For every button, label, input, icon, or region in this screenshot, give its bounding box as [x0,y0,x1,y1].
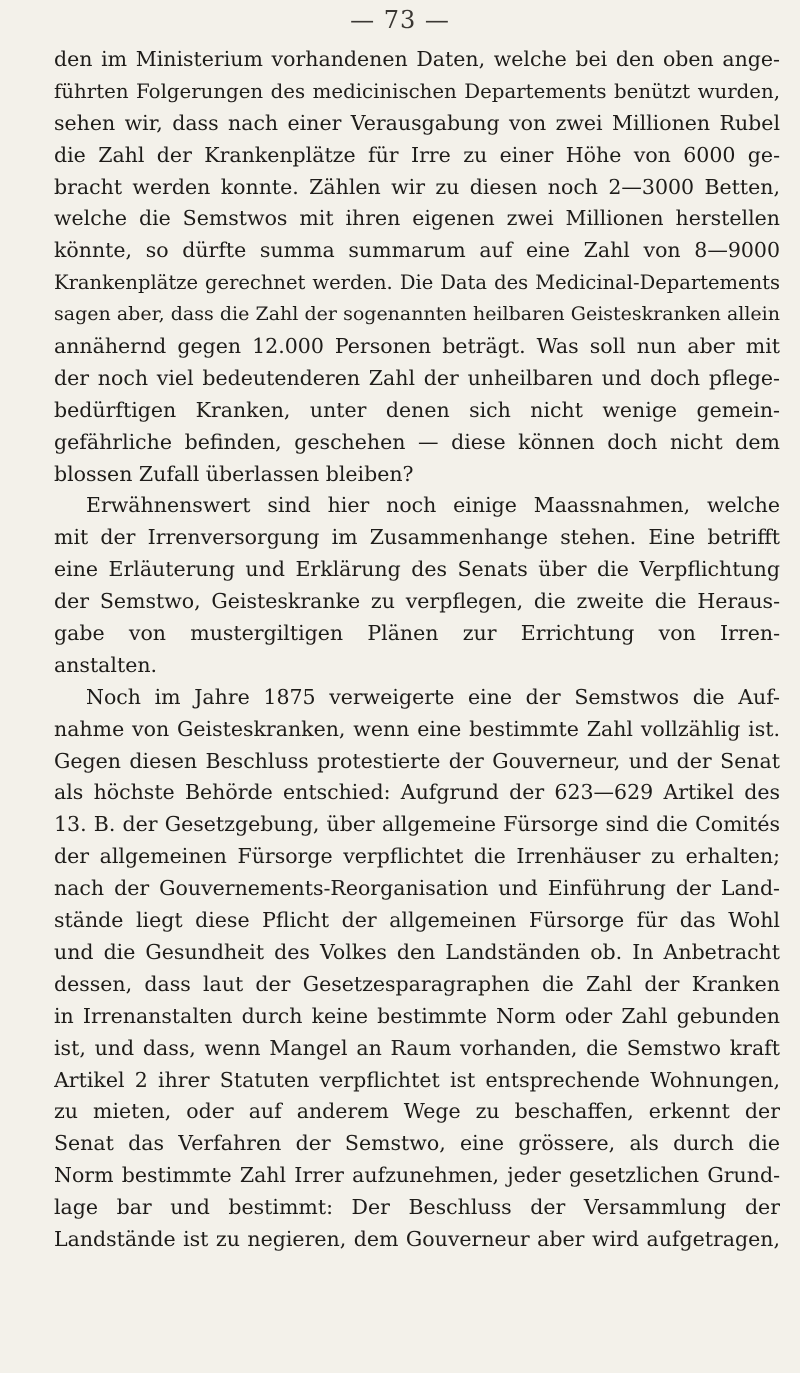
text-line: gabe von mustergiltigen Plänen zur Errichtung von Irren- [54,621,780,646]
text-line: den im Ministerium vorhandenen Daten, welche bei den oben ange- [54,47,780,71]
text-line: sehen wir, dass nach einer Verausgabung von zwei Millionen Rubel [54,110,780,135]
body-text [54,44,780,1256]
text-line: Gegen diesen Beschluss protestierte der Gouverneur, und der Senat [54,748,780,773]
paragraph-2 [54,490,780,681]
text-line: eine Erläuterung und Erklärung des Senats über die Verpflichtung [54,557,780,582]
text-line: Erwähnenswert sind hier noch einige Maassnahmen, welche [86,493,780,518]
text-line: der allgemeinen Fürsorge verpflichtet die Irrenhäuser zu erhalten; [54,844,780,869]
text-line: bedürftigen Kranken, unter denen sich nicht wenige gemein- [54,397,780,422]
text-line: Noch im Jahre 1875 verweigerte eine der Semstwos die Auf- [86,684,780,709]
text-line: in Irrenanstalten durch keine bestimmte Norm oder Zahl gebunden [54,1003,780,1028]
text-line: anstalten. [54,652,158,677]
text-line: Artikel 2 ihrer Statuten verpflichtet ist entsprechende Wohnungen, [54,1067,780,1092]
page-number: — 73 — [350,6,450,34]
text-line: lage bar und bestimmt: Der Beschluss der Versammlung der [54,1195,780,1220]
text-line: bracht werden konnte. Zählen wir zu diesen noch 2—3000 Betten, [54,174,780,199]
text-line: Norm bestimmte Zahl Irrer aufzunehmen, jeder gesetzlichen Grund- [54,1163,780,1188]
text-line: mit der Irrenversorgung im Zusammenhange stehen. Eine betrifft [54,525,780,550]
text-line: sagen aber, dass die Zahl der sogenannten heilbaren Geisteskranken allein [54,303,780,326]
text-line: führten Folgerungen des medicinischen Departements benützt wurden, [54,79,780,103]
text-line: Senat das Verfahren der Semstwo, eine grössere, als durch die [54,1131,780,1156]
text-line: zu mieten, oder auf anderem Wege zu beschaffen, erkennt der [54,1099,780,1124]
text-line: der noch viel bedeutenderen Zahl der unheilbaren und doch pflege- [54,365,780,390]
text-line: nahme von Geisteskranken, wenn eine bestimmte Zahl vollzählig ist. [54,716,780,741]
text-line: und die Gesundheit des Volkes den Landständen ob. In Anbetracht [54,939,780,964]
text-line: könnte, so dürfte summa summarum auf eine Zahl von 8—9000 [54,238,780,263]
text-line: dessen, dass laut der Gesetzesparagraphen die Zahl der Kranken [54,971,780,996]
text-line: gefährliche befinden, geschehen — diese können doch nicht dem [54,429,780,454]
text-line: der Semstwo, Geisteskranke zu verpflegen, die zweite die Heraus- [54,589,780,614]
text-line: die Zahl der Krankenplätze für Irre zu einer Höhe von 6000 ge- [54,142,780,167]
text-line: welche die Semstwos mit ihren eigenen zwei Millionen herstellen [54,206,780,231]
text-line: stände liegt diese Pflicht der allgemeinen Fürsorge für das Wohl [54,908,780,933]
paragraph-3 [54,682,780,1256]
text-line: als höchste Behörde entschied: Aufgrund der 623—629 Artikel des [54,780,780,805]
text-line: annähernd gegen 12.000 Personen beträgt. Was soll nun aber mit [54,334,780,359]
text-line: blossen Zufall überlassen bleiben? [54,461,414,486]
text-line: Krankenplätze gerechnet werden. Die Data des Medicinal-Departements [54,271,780,295]
paragraph-1 [54,44,780,490]
text-line: nach der Gouvernements-Reorganisation und Einführung der Land- [54,876,780,901]
text-line: 13. B. der Gesetzgebung, über allgemeine Fürsorge sind die Comités [54,812,780,837]
text-line: Landstände ist zu negieren, dem Gouverneur aber wird aufgetragen, [54,1226,780,1251]
text-line: ist, und dass, wenn Mangel an Raum vorhanden, die Semstwo kraft [54,1035,780,1060]
